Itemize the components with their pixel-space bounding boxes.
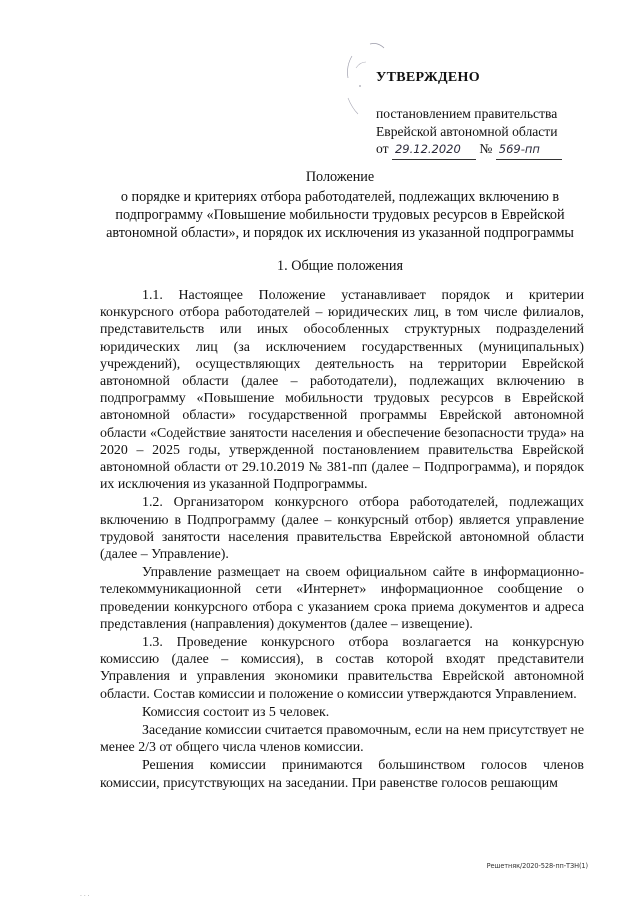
title-line-1: о порядке и критериях отбора работодателей, подлежащих включению в xyxy=(120,189,560,205)
approval-heading: УТВЕРЖДЕНО xyxy=(376,70,480,85)
scan-artifact: · · · xyxy=(80,893,90,900)
document-title xyxy=(70,168,610,242)
approval-date-line xyxy=(376,140,616,160)
approval-line-1: постановлением правительства xyxy=(376,106,558,121)
title-word: Положение xyxy=(305,169,375,185)
paragraph-quorum: Заседание комиссии считается правомочным, если на нем присутствует не менее 2/3 от общего числа членов комиссии. xyxy=(100,723,584,756)
date-prefix: от xyxy=(376,141,389,156)
title-line-3: автономной области», и порядок их исключения из указанной подпрограммы xyxy=(106,225,574,241)
handwritten-date: 29.12.2020 xyxy=(392,141,476,160)
title-line-2: подпрограмму «Повышение мобильности трудовых ресурсов в Еврейской xyxy=(115,207,565,223)
paragraph-1-1: 1.1. Настоящее Положение устанавливает порядок и критерии конкурсного отбора работодателей – юридических лиц, в том числе филиалов, представительств или иных обособленных структурных подразделений юридических лиц (за исключением государственных (муниципальных) учреждений), осуществляющих деятельность на территории Еврейской автономной области (далее – работодатели), подлежащих включению в подпрограмму «Повышение мобильности трудовых ресурсов в Еврейской автономной области» государственной программы Еврейской автономной области «Содействие занятости населения и обеспечение безопасности труда» на 2020 – 2025 годы, утвержденной постановлением правительства Еврейской автономной области от 29.10.2019 № 381-пп (далее – Подпрограмма), и порядок их исключения из указанной Подпрограммы. xyxy=(100,288,584,493)
approval-block xyxy=(376,70,616,160)
section-heading: 1. Общие положения xyxy=(277,258,403,274)
approval-line-2: Еврейской автономной области xyxy=(376,123,558,139)
paragraph-commission-size: Комиссия состоит из 5 человек. xyxy=(142,704,330,720)
paragraph-1-3: 1.3. Проведение конкурсного отбора возлагается на конкурсную комиссию (далее – комиссия), в состав которой входят представители Управления и управления экономики правительства Еврейской автономной области. Состав комиссии и положение о комиссии утверждаются Управлением. xyxy=(100,635,584,702)
handwritten-number: 569-пп xyxy=(496,141,562,160)
number-prefix: № xyxy=(479,141,493,156)
paragraph-notice: Управление размещает на своем официальном сайте в информационно-телекоммуникационной сети «Интернет» информационное сообщение о проведении конкурсного отбора с указанием срока приема документов и адреса представления (направления) документов (далее – извещение). xyxy=(100,565,584,632)
footer-document-code: Решетняк/2020-528-пп-ТЗН(1) xyxy=(486,862,588,870)
paragraph-decisions: Решения комиссии принимаются большинством голосов членов комиссии, присутствующих на заседании. При равенстве голосов решающим xyxy=(100,758,584,791)
paragraph-1-2: 1.2. Организатором конкурсного отбора работодателей, подлежащих включению в Подпрограмму (далее – конкурсный отбор) является управление трудовой занятости населения правительства Еврейской автономной области (далее – Управление). xyxy=(100,495,584,563)
document-body xyxy=(100,287,584,792)
